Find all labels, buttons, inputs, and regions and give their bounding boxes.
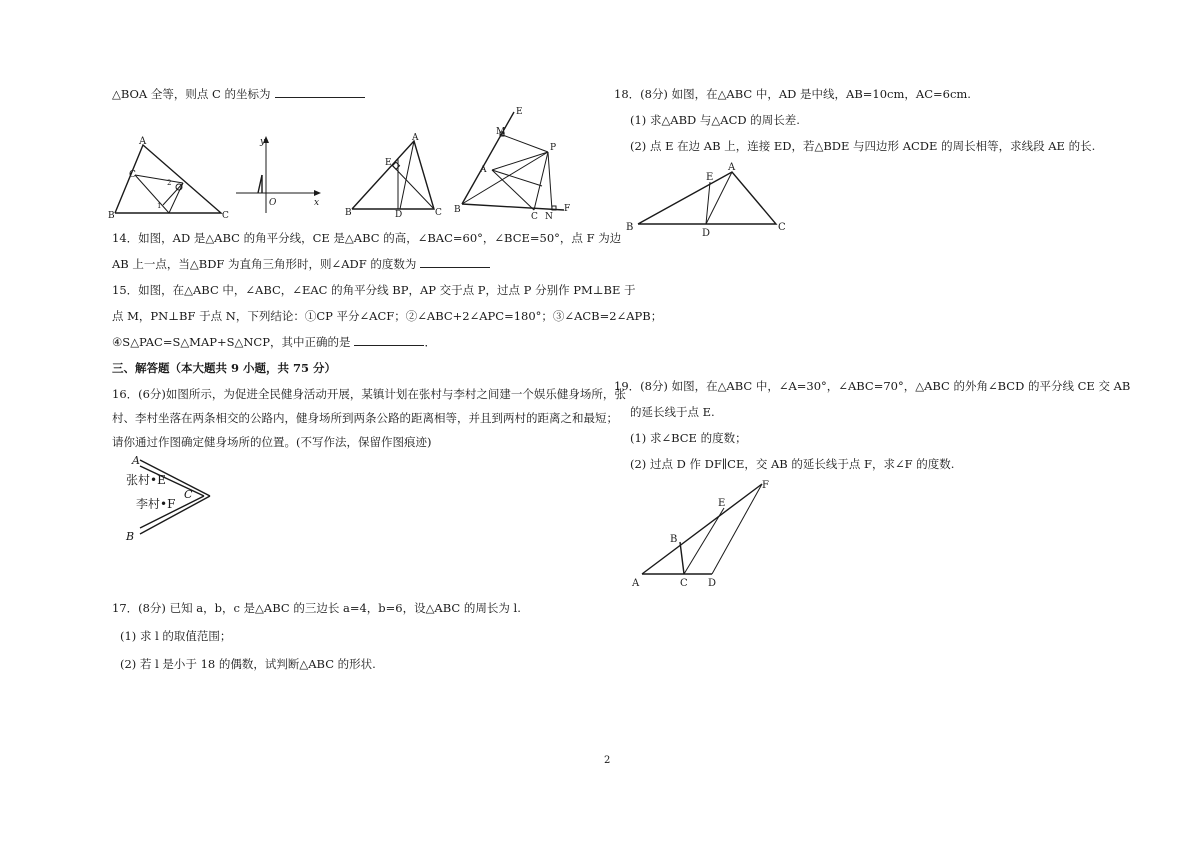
q17-part-2: (2) 若 l 是小于 18 的偶数，试判断△ABC 的形状. xyxy=(120,657,376,671)
axis-label-y: y xyxy=(260,137,266,147)
fig16-label-zhang-village: 张村•E xyxy=(126,473,166,487)
section-3-heading: 三、解答题（本大题共 9 小题，共 75 分） xyxy=(112,361,337,375)
fig18-label-c: C xyxy=(778,222,786,233)
fig13-label-1: 1 xyxy=(157,202,162,210)
fig13-label-2: 2 xyxy=(167,179,172,187)
figure-q18-triangle xyxy=(622,160,790,238)
figure-q13-triangle xyxy=(105,135,230,220)
q17-part-1: (1) 求 l 的取值范围； xyxy=(120,629,232,643)
q13-answer-blank[interactable] xyxy=(275,87,365,98)
fig15-label-n: N xyxy=(545,212,553,222)
axis-label-origin: O xyxy=(269,198,277,208)
q19-line-1: 19．(8分) 如图，在△ABC 中，∠A=30°，∠ABC=70°，△ABC 的外角∠BCD 的平分线 CE 交 AB xyxy=(614,379,1131,393)
fig15-label-m: M xyxy=(496,127,506,137)
q15-answer-blank[interactable] xyxy=(354,335,424,346)
figure-q19 xyxy=(628,476,778,592)
fig18-label-e: E xyxy=(706,172,714,183)
fig15-label-c: C xyxy=(531,212,538,222)
fig15-label-a: A xyxy=(480,165,487,175)
q16-line-2: 村、李村坐落在两条相交的公路内，健身场所到两条公路的距离相等，并且到两村的距离之和最短； xyxy=(112,411,618,425)
fig14-label-b: B xyxy=(345,208,352,218)
fig19-label-e: E xyxy=(718,498,726,509)
figure-q14-triangle xyxy=(342,135,447,220)
q15-line-3 xyxy=(112,334,436,350)
q15-line-3-text: ④S△PAC=S△MAP+S△NCP，其中正确的是 xyxy=(112,335,351,349)
q14-line-2-text: AB 上一点，当△BDF 为直角三角形时，则∠ADF 的度数为 xyxy=(112,257,417,271)
q15-line-2: 点 M，PN⊥BF 于点 N，下列结论：①CP 平分∠ACF；②∠ABC+2∠APC=180°；③∠ACB=2∠APB； xyxy=(112,309,663,323)
fig19-label-d: D xyxy=(708,578,717,589)
q19-part-1: (1) 求∠BCE 的度数； xyxy=(630,431,747,445)
fig18-label-b: B xyxy=(626,222,634,233)
axis-label-x: x xyxy=(314,198,320,208)
fig19-label-a: A xyxy=(632,578,640,589)
q14-line-1: 14．如图，AD 是△ABC 的角平分线，CE 是△ABC 的高，∠BAC=60°，∠BCE=50°，点 F 为边 xyxy=(112,231,622,245)
fig15-label-p: P xyxy=(550,143,557,153)
q13-tail xyxy=(112,86,365,102)
q14-line-2 xyxy=(112,256,490,272)
q16-line-1: 16．(6分)如图所示，为促进全民健身活动开展，某镇计划在张村与李村之间建一个娱乐健身场所，张 xyxy=(112,387,626,401)
fig19-label-f: F xyxy=(762,480,769,491)
q18-line-1: 18．(8分) 如图，在△ABC 中，AD 是中线，AB=10cm，AC=6cm. xyxy=(614,87,971,101)
q18-part-2: (2) 点 E 在边 AB 上，连接 ED，若△BDE 与四边形 ACDE 的周长相等，求线段 AE 的长. xyxy=(630,139,1096,153)
q18-part-1: (1) 求△ABD 与△ACD 的周长差. xyxy=(630,113,800,127)
fig13-label-c2: C xyxy=(222,211,229,221)
fig15-label-f: F xyxy=(564,204,571,214)
q19-part-2: (2) 过点 D 作 DF∥CE，交 AB 的延长线于点 F，求∠F 的度数. xyxy=(630,457,955,471)
fig14-label-a: A xyxy=(412,133,419,143)
figure-coordinate-axes xyxy=(232,135,327,215)
q17-line-1: 17．(8分) 已知 a，b，c 是△ABC 的三边长 a=4，b=6，设△ABC 的周长为 l. xyxy=(112,601,521,615)
fig18-label-d: D xyxy=(702,228,711,239)
q19-line-2: 的延长线于点 E. xyxy=(630,405,715,419)
fig15-label-b: B xyxy=(454,205,461,215)
q15-end: ． xyxy=(424,335,436,349)
fig16-label-a: A xyxy=(132,454,140,467)
fig13-label-b: B xyxy=(108,211,115,221)
fig14-label-c: C xyxy=(435,208,442,218)
page-number: 2 xyxy=(604,755,611,766)
figure-q15 xyxy=(452,106,577,221)
fig16-label-li-village: 李村•F xyxy=(136,497,176,511)
fig13-label-a: A xyxy=(139,136,147,147)
fig16-label-c: C xyxy=(184,488,193,501)
fig15-label-e: E xyxy=(516,107,523,117)
fig19-label-c: C xyxy=(680,578,688,589)
fig13-label-c: C xyxy=(129,170,136,180)
fig18-label-a: A xyxy=(728,162,736,173)
fig16-label-b: B xyxy=(126,530,135,543)
fig14-label-e: E xyxy=(385,158,392,168)
q15-line-1: 15．如图，在△ABC 中，∠ABC，∠EAC 的角平分线 BP，AP 交于点 P，过点 P 分别作 PM⊥BE 于 xyxy=(112,283,636,297)
figure-q16-roads xyxy=(118,452,228,544)
fig19-label-b: B xyxy=(670,534,678,545)
q14-answer-blank[interactable] xyxy=(420,257,490,268)
q16-line-3: 请你通过作图确定健身场所的位置。(不写作法，保留作图痕迹) xyxy=(112,435,432,449)
fig14-label-d: D xyxy=(395,210,403,220)
q13-tail-text: △BOA 全等，则点 C 的坐标为 xyxy=(112,87,271,101)
